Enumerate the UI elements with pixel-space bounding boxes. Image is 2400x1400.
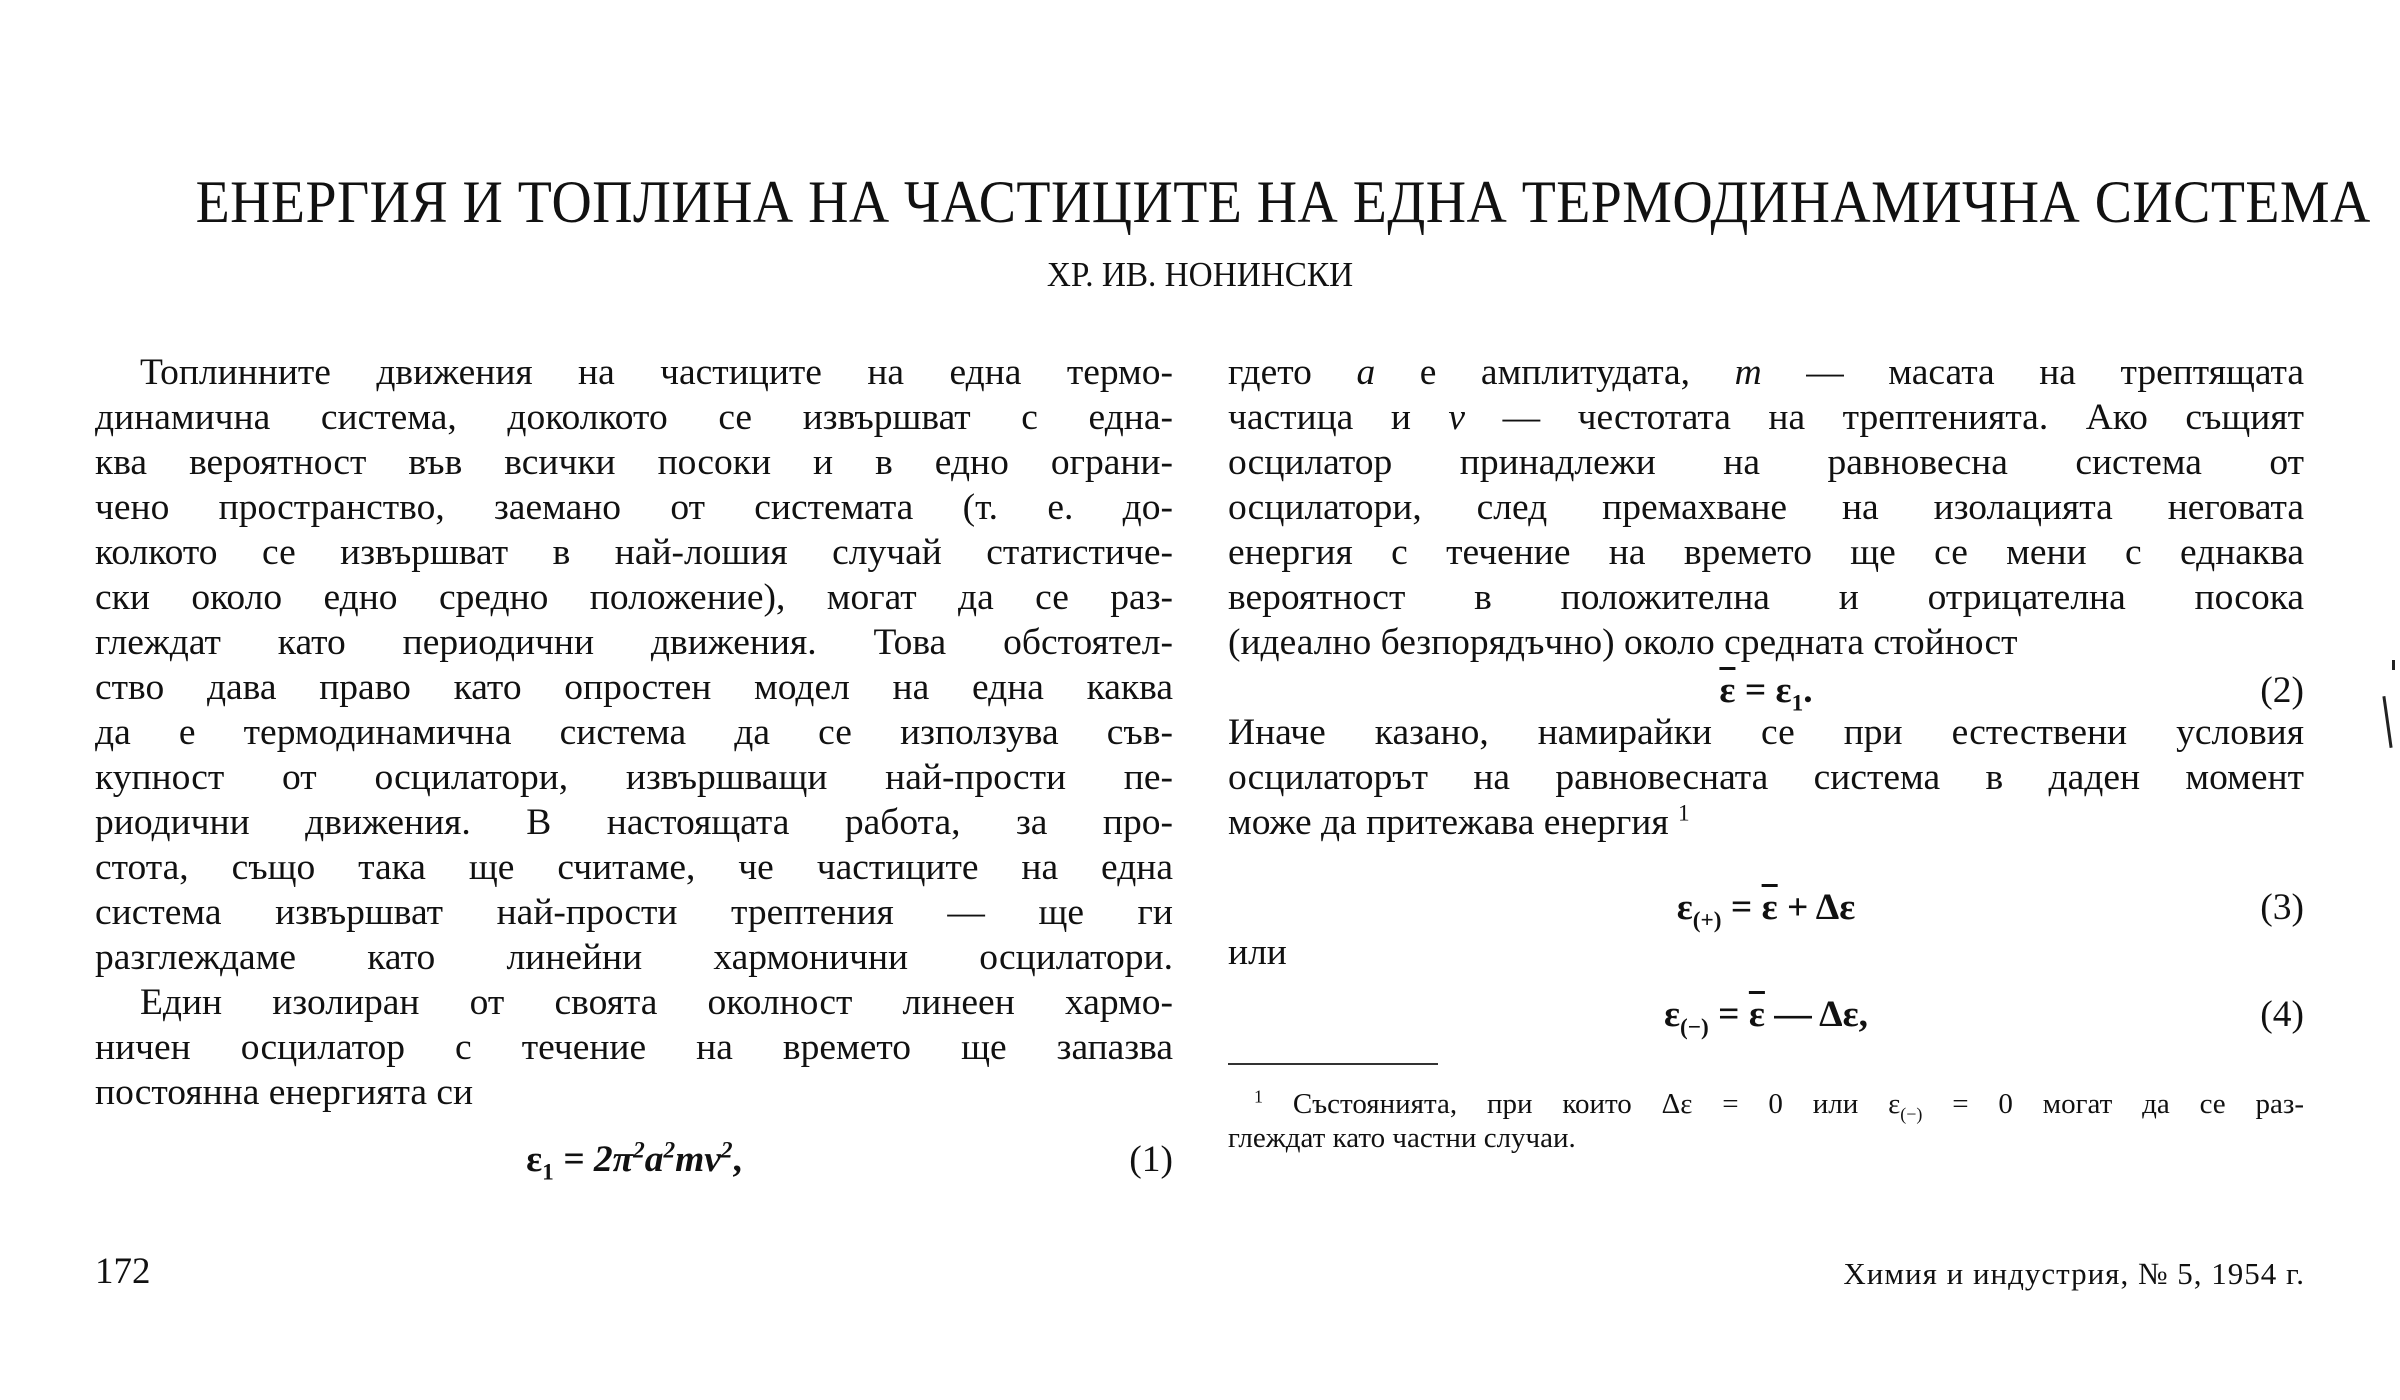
text-line: ски около едно средно положение), могат да се раз-: [95, 577, 1173, 618]
eq-symbol: $\overline{\varepsilon}$: [1761, 887, 1778, 928]
paragraph-3: [1228, 350, 2304, 665]
variable: m: [1734, 352, 1762, 393]
text-line: вероятност в положителна и отрицателна посока: [1228, 577, 2304, 618]
text-run: = 0 могат да се раз-: [1922, 1088, 2304, 1120]
text-line: [1228, 350, 2304, 395]
eq-term: m: [675, 1139, 705, 1180]
equation-1-formula: [95, 1137, 1173, 1186]
text-line: да е термодинамична система да се използува съв-: [95, 712, 1173, 753]
equation-number: (2): [2260, 670, 2304, 711]
paragraph-1: [95, 350, 1173, 980]
footnote-line: глеждат като частни случаи.: [1228, 1122, 1576, 1154]
eq-subscript: 1: [1791, 690, 1804, 717]
text-line: разглеждаме като линейни хармонични осцилатори.: [95, 937, 1173, 978]
eq-symbol: ε: [1676, 887, 1693, 928]
equation-number: (4): [2260, 994, 2304, 1035]
text-run: Състоянията, при които Δε = 0 или ε: [1262, 1088, 1901, 1120]
text-line: постоянна енергията си: [95, 1072, 474, 1113]
eq-subscript: 1: [542, 1159, 554, 1186]
eq-term: ν: [704, 1139, 721, 1180]
page-number: 172: [95, 1251, 151, 1292]
eq-term: = ε: [1735, 670, 1792, 711]
equation-number: (1): [1129, 1139, 1173, 1180]
scan-mark: [2382, 696, 2392, 748]
text-line: чено пространство, заемано от системата (т. е. до-: [95, 487, 1173, 528]
text-line: глеждат като периодични движения. Това обстоятел-: [95, 622, 1173, 663]
scan-mark: [2392, 660, 2395, 670]
eq-term: + Δε: [1777, 887, 1856, 928]
left-column: [95, 350, 1173, 1186]
variable: a: [1356, 352, 1376, 393]
text-line: [1228, 800, 2304, 845]
equation-4-formula: [1228, 992, 2304, 1041]
eq-symbol: $\overline{\varepsilon}$: [1719, 670, 1736, 711]
text-line: купност от осцилатори, извършващи най-прости пе-: [95, 757, 1173, 798]
equation-2-formula: [1228, 668, 2304, 717]
text-line: риодични движения. В настоящата работа, за про-: [95, 802, 1173, 843]
footnote-number: 1: [1254, 1086, 1263, 1107]
eq-symbol: $\overline{\varepsilon}$: [1748, 994, 1765, 1035]
text-run: гдето: [1228, 352, 1357, 393]
eq-term: .: [1803, 670, 1813, 711]
eq-exponent: 2: [663, 1137, 676, 1164]
article-author: ХР. ИВ. НОНИНСКИ: [1046, 255, 1354, 294]
equation-number: (3): [2260, 887, 2304, 928]
equation-2: [1228, 668, 2304, 717]
text-line: Един изолиран от своята околност линеен хармо-: [140, 982, 1173, 1023]
text-line: [1228, 395, 2304, 440]
paragraph-4: [1228, 710, 2304, 845]
eq-subscript: (+): [1692, 907, 1722, 934]
equation-3-formula: [1228, 885, 2304, 934]
eq-term: =: [1721, 887, 1762, 928]
eq-exponent: 2: [633, 1137, 645, 1164]
text-line: или: [1228, 932, 1287, 973]
eq-exponent: 2: [720, 1137, 733, 1164]
text-line: ство дава право като опростен модел на една каква: [95, 667, 1173, 708]
equation-4: [1228, 992, 2304, 1041]
paragraph-2: [95, 980, 1173, 1115]
footnote-marker: 1: [1677, 800, 1690, 827]
equation-1: [95, 1137, 1173, 1186]
text-run: — честотата на трептенията. Ако същият: [1465, 397, 2304, 438]
footnote-line: [1228, 1086, 2304, 1124]
equation-3: [1228, 885, 2304, 934]
variable: ν: [1448, 397, 1466, 438]
eq-term: — Δε,: [1764, 994, 1868, 1035]
text-line: колкото се извършват в най-лошия случай статистиче-: [95, 532, 1173, 573]
text-run: — масата на трептящата: [1761, 352, 2304, 393]
eq-symbol: ε: [1663, 994, 1681, 1035]
text-line: енергия с течение на времето ще се мени с еднаква: [1228, 532, 2304, 573]
text-line: система извършват най-прости трептения — ще ги: [95, 892, 1173, 933]
text-line: стота, също така ще считаме, че частиците на една: [95, 847, 1173, 888]
text-run: е амплитудата,: [1375, 352, 1735, 393]
footnote-divider: [1228, 1063, 1438, 1065]
eq-term: = 2π: [553, 1139, 634, 1180]
eq-subscript: (−): [1680, 1014, 1709, 1041]
footnote: [1228, 1087, 2304, 1155]
eq-term: a: [644, 1139, 664, 1180]
text-line: динамична система, доколкото се извършват с една-: [95, 397, 1173, 438]
text-run: частица и: [1228, 397, 1449, 438]
eq-term: =: [1708, 994, 1749, 1035]
right-column: [1228, 350, 2304, 1155]
eq-symbol: ε: [526, 1139, 543, 1180]
text-run: може да притежава енергия: [1228, 802, 1669, 843]
text-line: Иначе казано, намирайки се при естествени условия: [1228, 712, 2304, 753]
article-title: ЕНЕРГИЯ И ТОПЛИНА НА ЧАСТИЦИТЕ НА ЕДНА ТЕРМОДИНАМИЧНА СИСТЕМА: [195, 169, 2371, 235]
journal-citation: Химия и индустрия, № 5, 1954 г.: [1843, 1256, 2305, 1291]
text-line: осцилаторът на равновесната система в даден момент: [1228, 757, 2304, 798]
eq-subscript: (−): [1900, 1103, 1923, 1124]
text-line: осцилатор принадлежи на равновесна система от: [1228, 442, 2304, 483]
text-line: ничен осцилатор с течение на времето ще запазва: [95, 1027, 1173, 1068]
text-line: ква вероятност във всички посоки и в едно ограни-: [95, 442, 1173, 483]
text-line: осцилатори, след премахване на изолацията неговата: [1228, 487, 2304, 528]
eq-term: ,: [732, 1139, 742, 1180]
text-line: Топлинните движения на частиците на една термо-: [140, 352, 1173, 393]
text-line: (идеално безпорядъчно) около средната стойност: [1228, 622, 2018, 663]
